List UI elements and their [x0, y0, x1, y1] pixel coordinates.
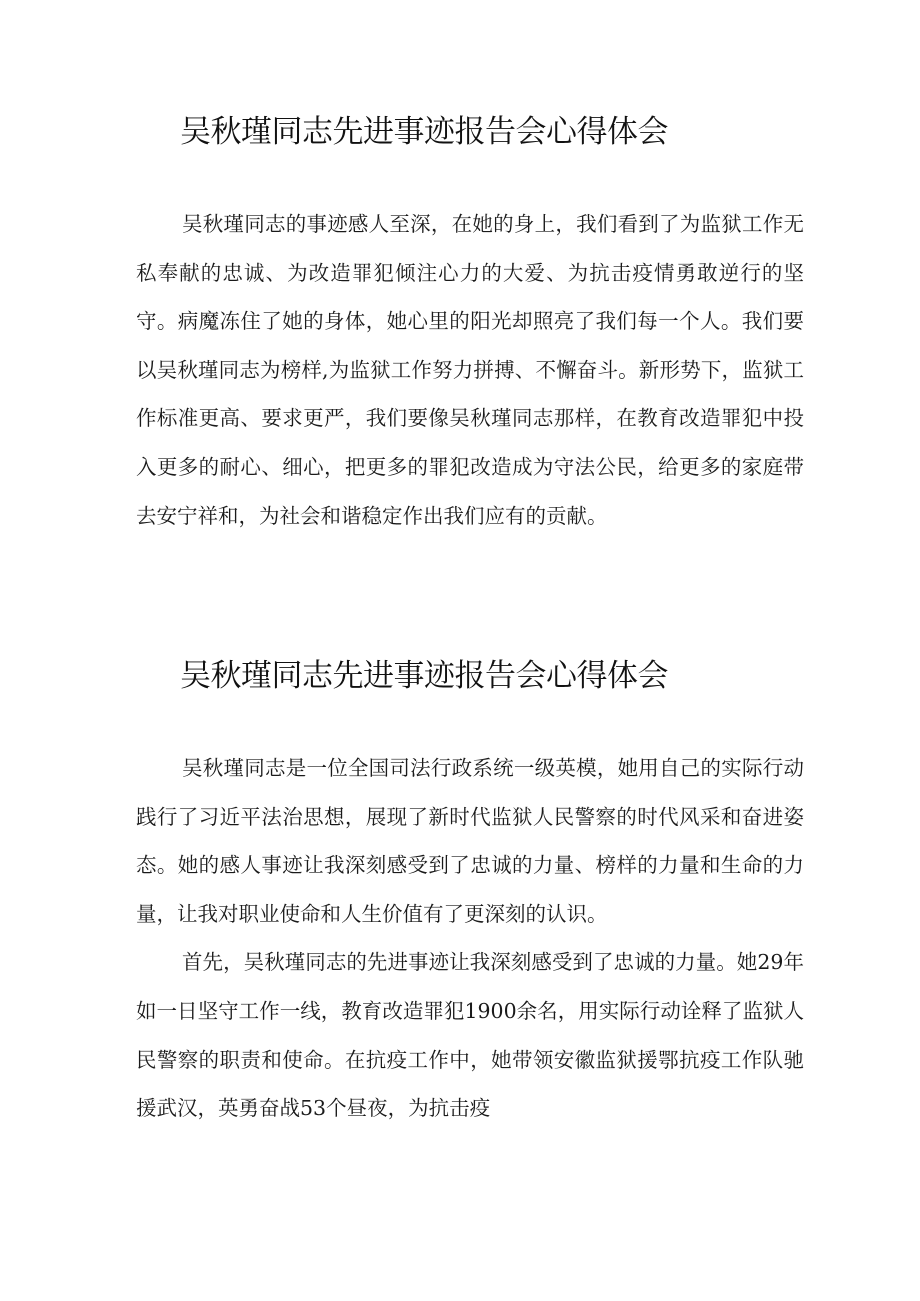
body-paragraph: 首先，吴秋瑾同志的先进事迹让我深刻感受到了忠诚的力量。她29年如一日坚守工作一线，教育改造罪犯1900余名，用实际行动诠释了监狱人民警察的职责和使命。在抗疫工作中，她带领安徽监狱援鄂抗疫工作队驰援武汉，英勇奋战53个昼夜，为抗击疫 — [136, 950, 804, 1121]
article-section-1 — [0, 108, 920, 528]
article-title: 吴秋瑾同志先进事迹报告会心得体会 — [180, 658, 668, 694]
body-paragraph: 吴秋瑾同志的事迹感人至深，在她的身上，我们看到了为监狱工作无私奉献的忠诚、为改造罪犯倾注心力的大爱、为抗击疫情勇敢逆行的坚守。病魔冻住了她的身体，她心里的阳光却照亮了我们每一个人。我们要以吴秋瑾同志为榜样,为监狱工作努力拼搏、不懈奋斗。新形势下，监狱工作标准更高、要求更严，我们要像吴秋瑾同志那样，在教育改造罪犯中投入更多的耐心、细心，把更多的罪犯改造成为守法公民，给更多的家庭带去安宁祥和，为社会和谐稳定作出我们应有的贡献。 — [136, 212, 804, 528]
article-body — [136, 744, 804, 1133]
body-paragraph: 吴秋瑾同志是一位全国司法行政系统一级英模，她用自己的实际行动践行了习近平法治思想，展现了新时代监狱人民警察的时代风采和奋进姿态。她的感人事迹让我深刻感受到了忠诚的力量、榜样的力量和生命的力量，让我对职业使命和人生价值有了更深刻的认识。 — [136, 756, 804, 926]
article-section-2 — [0, 652, 920, 1121]
article-body — [136, 200, 804, 540]
article-title: 吴秋瑾同志先进事迹报告会心得体会 — [180, 114, 668, 150]
